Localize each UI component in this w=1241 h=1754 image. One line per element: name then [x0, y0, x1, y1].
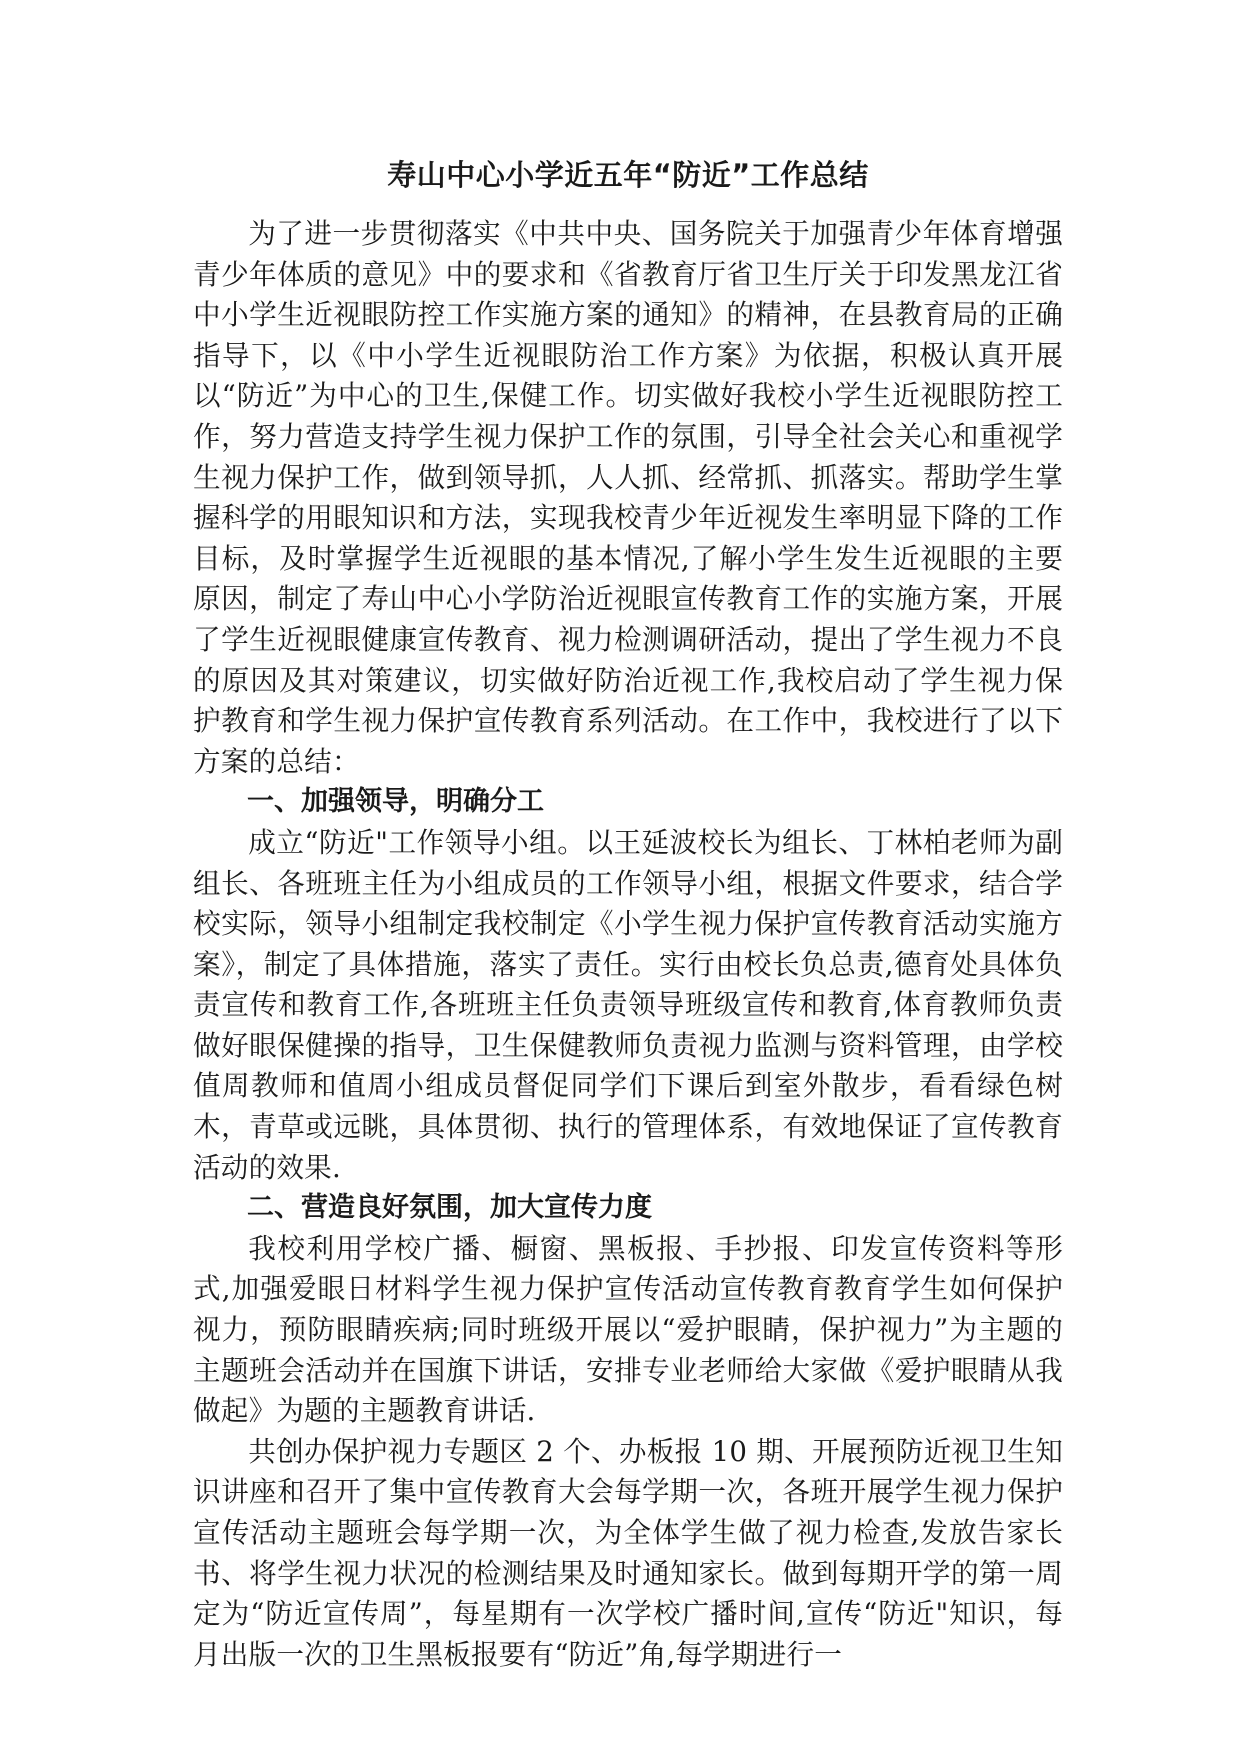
- section-2-paragraph-2: 共创办保护视力专题区 2 个、办板报 10 期、开展预防近视卫生知识讲座和召开了集中宣传教育大会每学期一次，各班开展学生视力保护宣传活动主题班会每学期一次，为全体学生做了视力检查,发放告家长书、将学生视力状况的检测结果及时通知家长。做到每期开学的第一周定为“防近宣传周”，每星期有一次学校广播时间,宣传“防近"知识，每月出版一次的卫生黑板报要有“防近”角,每学期进行一: [193, 1434, 1063, 1671]
- document-title: 寿山中心小学近五年“防近”工作总结: [387, 158, 869, 192]
- document-page: [193, 150, 1063, 1675]
- intro-paragraph: 为了进一步贯彻落实《中共中央、国务院关于加强青少年体育增强青少年体质的意见》中的要求和《省教育厅省卫生厅关于印发黑龙江省中小学生近视眼防控工作实施方案的通知》的精神，在县教育局的正确指导下，以《中小学生近视眼防治工作方案》为依据，积极认真开展以“防近”为中心的卫生,保健工作。切实做好我校小学生近视眼防控工作，努力营造支持学生视力保护工作的氛围，引导全社会关心和重视学生视力保护工作，做到领导抓，人人抓、经常抓、抓落实。帮助学生掌握科学的用眼知识和方法，实现我校青少年近视发生率明显下降的工作目标，及时掌握学生近视眼的基本情况,了解小学生发生近视眼的主要原因，制定了寿山中心小学防治近视眼宣传教育工作的实施方案，开展了学生近视眼健康宣传教育、视力检测调研活动，提出了学生视力不良的原因及其对策建议，切实做好防治近视工作,我校启动了学生视力保护教育和学生视力保护宣传教育系列活动。在工作中，我校进行了以下方案的总结：: [193, 217, 1063, 778]
- section-2-heading: 二、营造良好氛围，加大宣传力度: [247, 1192, 652, 1224]
- section-1-heading: 一、加强领导，明确分工: [247, 786, 544, 818]
- section-1-paragraph: 成立“防近"工作领导小组。以王延波校长为组长、丁林柏老师为副组长、各班班主任为小组成员的工作领导小组，根据文件要求，结合学校实际，领导小组制定我校制定《小学生视力保护宣传教育活动实施方案》，制定了具体措施，落实了责任。实行由校长负总责,德育处具体负责宣传和教育工作,各班班主任负责领导班级宣传和教育,体育教师负责做好眼保健操的指导，卫生保健教师负责视力监测与资料管理，由学校值周教师和值周小组成员督促同学们下课后到室外散步，看看绿色树木，青草或远眺，具体贯彻、执行的管理体系，有效地保证了宣传教育活动的效果.: [193, 825, 1063, 1184]
- section-2-paragraph-1: 我校利用学校广播、橱窗、黑板报、手抄报、印发宣传资料等形式,加强爱眼日材料学生视力保护宣传活动宣传教育教育学生如何保护视力，预防眼睛疾病;同时班级开展以“爱护眼睛，保护视力”为主题的主题班会活动并在国旗下讲话，安排专业老师给大家做《爱护眼睛从我做起》为题的主题教育讲话.: [193, 1231, 1063, 1428]
